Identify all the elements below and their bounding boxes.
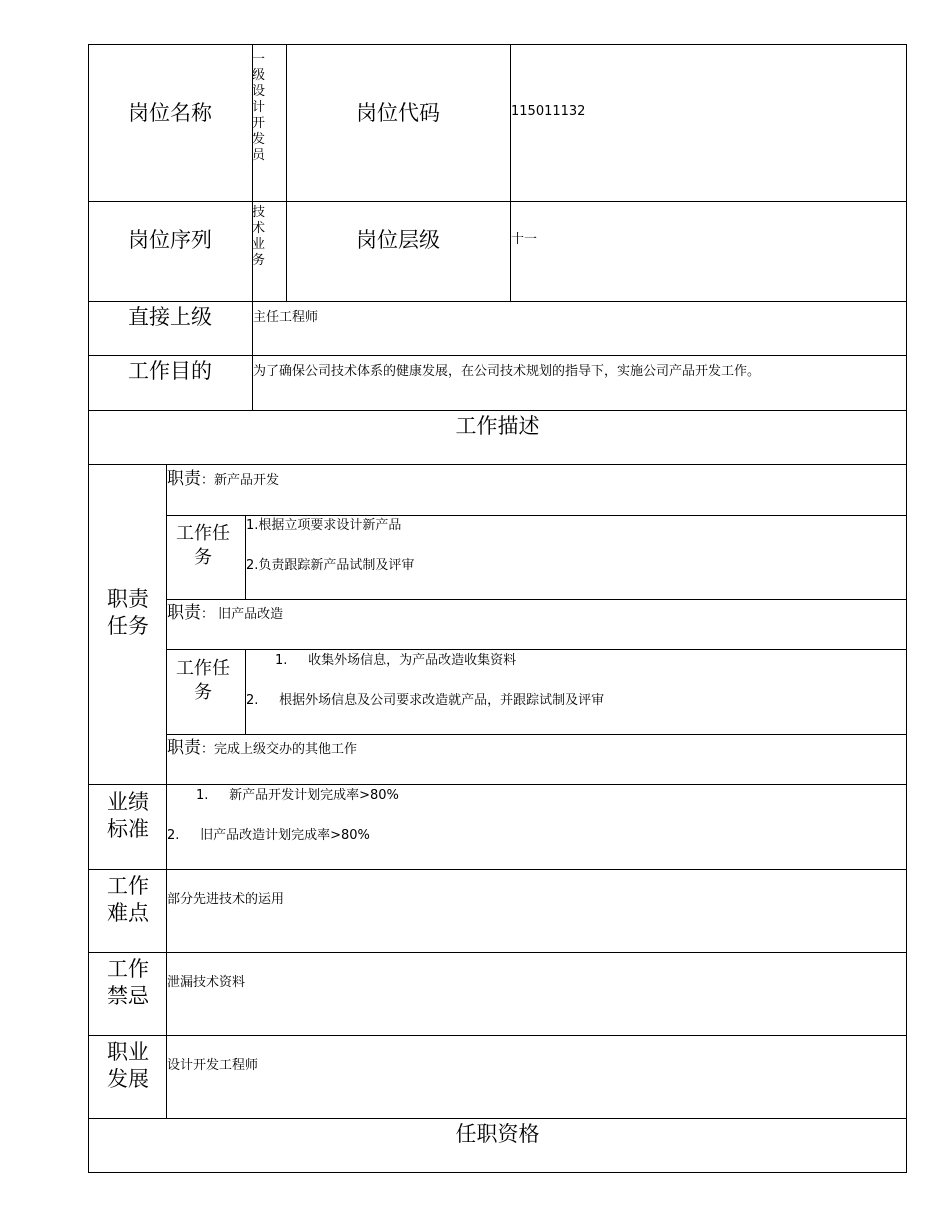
duties-label: 职责任务 — [107, 587, 149, 638]
superior-value: 主任工程师 — [253, 310, 319, 325]
purpose-label: 工作目的 — [128, 359, 212, 383]
difficulty-label: 工作难点 — [107, 874, 149, 925]
taboo-value: 泄漏技术资料 — [167, 975, 246, 990]
difficulty-value: 部分先进技术的运用 — [167, 892, 285, 907]
border-left — [88, 44, 89, 1173]
duty-name: ： 旧产品改造 — [201, 607, 284, 622]
divider — [166, 515, 907, 516]
duty-prefix: 职责 — [167, 603, 201, 623]
post-code-value: 115011132 — [511, 104, 586, 119]
divider — [88, 1035, 907, 1036]
border-top — [88, 44, 907, 45]
divider — [286, 44, 287, 302]
post-name-value: 一级设计开发员 — [252, 52, 266, 163]
superior-label: 直接上级 — [128, 305, 212, 329]
performance-label: 业绩标准 — [107, 790, 149, 841]
duty-prefix: 职责 — [167, 469, 201, 489]
divider — [166, 464, 167, 1119]
task-label: 工作任务 — [176, 523, 230, 568]
task-label: 工作任务 — [176, 658, 230, 703]
divider — [88, 952, 907, 953]
task-item: 1.根据立项要求设计新产品 — [246, 518, 402, 533]
duty-prefix: 职责 — [167, 738, 201, 758]
divider — [88, 410, 907, 411]
divider — [510, 44, 511, 302]
divider — [245, 649, 246, 735]
post-code-label: 岗位代码 — [356, 101, 440, 125]
divider — [166, 649, 907, 650]
duty-name: ：完成上级交办的其他工作 — [201, 742, 358, 757]
section-title-qualification: 任职资格 — [455, 1122, 540, 1146]
divider — [166, 734, 907, 735]
duty-3 — [167, 740, 357, 757]
divider — [88, 869, 907, 870]
section-title-description: 工作描述 — [455, 414, 540, 438]
divider — [88, 201, 907, 202]
post-sequence-label: 岗位序列 — [128, 228, 212, 252]
divider — [88, 464, 907, 465]
task-item: 2. 根据外场信息及公司要求改造就产品，并跟踪试制及评审 — [246, 693, 605, 708]
career-label: 职业发展 — [107, 1040, 149, 1091]
divider — [88, 355, 907, 356]
duty-1 — [167, 471, 279, 488]
divider — [88, 784, 907, 785]
border-right — [906, 44, 907, 1173]
divider — [88, 301, 907, 302]
divider — [166, 599, 907, 600]
post-sequence-value: 技术业务 — [252, 205, 266, 268]
taboo-label: 工作禁忌 — [107, 957, 149, 1008]
duty-2 — [167, 605, 283, 622]
duty-name: ：新产品开发 — [201, 473, 280, 488]
performance-item: 2. 旧产品改造计划完成率>80% — [167, 828, 370, 843]
purpose-value: 为了确保公司技术体系的健康发展，在公司技术规划的指导下，实施公司产品开发工作。 — [253, 364, 761, 379]
border-bottom — [88, 1172, 907, 1173]
career-value: 设计开发工程师 — [167, 1058, 259, 1073]
performance-item: 1. 新产品开发计划完成率>80% — [196, 788, 399, 803]
post-name-label: 岗位名称 — [128, 101, 212, 125]
divider — [88, 1118, 907, 1119]
post-level-value: 十一 — [511, 232, 538, 247]
task-item: 2.负责跟踪新产品试制及评审 — [246, 558, 415, 573]
post-level-label: 岗位层级 — [356, 228, 440, 252]
task-item: 1. 收集外场信息，为产品改造收集资料 — [275, 653, 517, 668]
